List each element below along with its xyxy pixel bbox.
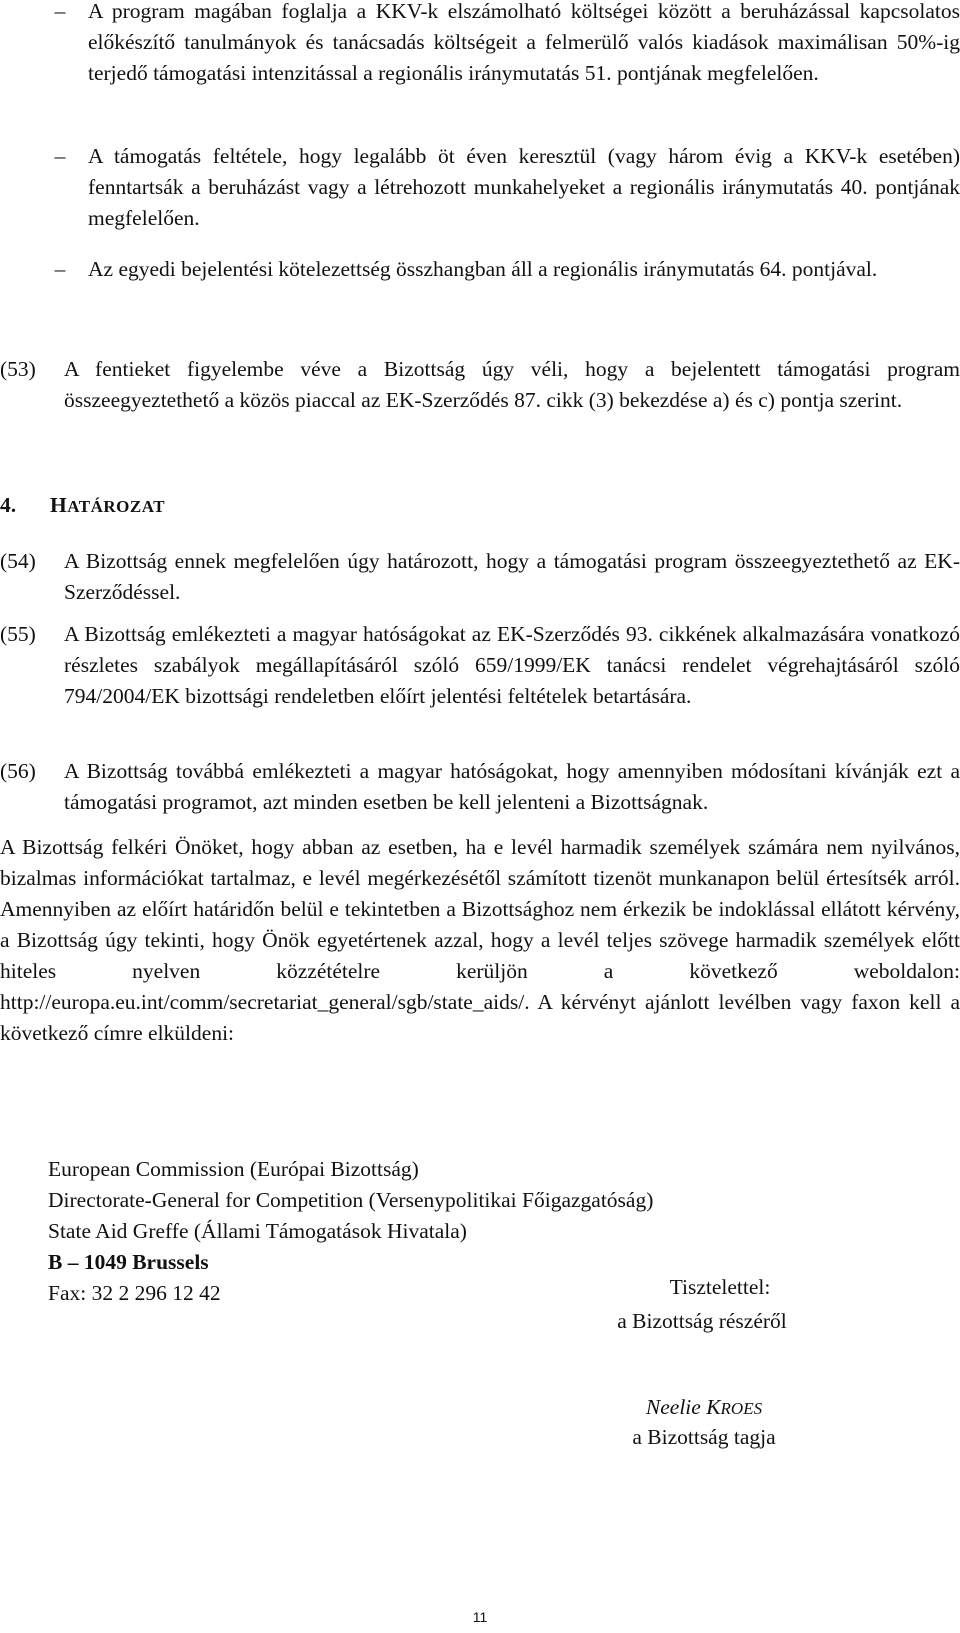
- point-number: (53): [0, 357, 36, 381]
- point-text: A fentieket figyelembe véve a Bizottság úgy véli, hogy a bejelentett támogatási program összeegyeztethető a közös piaccal az EK-Szerződés 87. cikk (3) bekezdése a) és c) pontja szerint.: [64, 357, 960, 412]
- section-title: HATÁROZAT: [50, 493, 166, 517]
- body-paragraph: A Bizottság felkéri Önöket, hogy abban az esetben, ha e levél harmadik személyek számára nem nyilvános, bizalmas információkat tartalmaz, e levél megérkezésétől számított tizenöt munkanapon belül értesítsék arról. Amennyiben az előírt határidőn belül e tekintetben a Bizottsághoz nem érkezik be indoklással ellátott kérvény, a Bizottság úgy tekinti, hogy Önök egyetértenek azzal, hogy a levél teljes szövege harmadik személyek előtt hiteles nyelven közzétételre kerüljön a következő weboldalon: http://europa.eu.int/comm/secretariat_general/sgb/state_aids/. A kérvényt ajánlott levélben vagy faxon kell a következő címre elküldeni:: [0, 835, 960, 1045]
- signer-name: Neelie KROES: [645, 1395, 763, 1419]
- dash-marker: –: [54, 0, 66, 23]
- greeting: Tisztelettel:: [669, 1275, 771, 1299]
- bullet-text: A program magában foglalja a KKV-k elszámolható költségei között a beruházással kapcsolatos előkészítő tanulmányok és tanácsadás költségeit a felmerülő valós kiadások maximálisan 50%-ig terjedő támogatási intenzitással a regionális iránymutatás 51. pontjának megfelelően.: [88, 0, 960, 85]
- point-text: A Bizottság továbbá emlékezteti a magyar hatóságokat, hogy amennyiben módosítani kívánják ezt a támogatási programot, azt minden esetben be kell jelenteni a Bizottságnak.: [64, 759, 960, 814]
- address-line: State Aid Greffe (Állami Támogatások Hivatala): [48, 1219, 467, 1243]
- bullet-text: A támogatás feltétele, hogy legalább öt éven keresztül (vagy három évig a KKV-k esetében) fenntartsák a beruházást vagy a létrehozott munkahelyeket a regionális iránymutatás 40. pontjának megfelelően.: [88, 144, 960, 230]
- section-number: 4.: [0, 493, 17, 517]
- address-line: Fax: 32 2 296 12 42: [48, 1281, 221, 1305]
- signer-role: a Bizottság tagja: [632, 1425, 776, 1449]
- dash-marker: –: [54, 144, 66, 168]
- point-number: (56): [0, 759, 36, 783]
- address-line: Directorate-General for Competition (Versenypolitikai Főigazgatóság): [48, 1188, 654, 1212]
- dash-marker: –: [54, 257, 66, 281]
- address-line: European Commission (Európai Bizottság): [48, 1157, 419, 1181]
- point-number: (55): [0, 622, 36, 646]
- address-line: B – 1049 Brussels: [48, 1250, 209, 1274]
- on-behalf: a Bizottság részéről: [617, 1309, 787, 1333]
- point-number: (54): [0, 549, 36, 573]
- page-number: 11: [472, 1609, 488, 1625]
- section-heading: [0, 490, 165, 522]
- point-text: A Bizottság emlékezteti a magyar hatóságokat az EK-Szerződés 93. cikkének alkalmazására vonatkozó részletes szabályok megállapításáról szóló 659/1999/EK tanácsi rendelet végrehajtásáról szóló 794/2004/EK bizottsági rendeletben előírt jelentési feltételek betartására.: [64, 622, 960, 708]
- bullet-text: Az egyedi bejelentési kötelezettség összhangban áll a regionális iránymutatás 64. pontjával.: [88, 257, 878, 281]
- point-text: A Bizottság ennek megfelelően úgy határozott, hogy a támogatási program összeegyeztethető az EK-Szerződéssel.: [64, 549, 960, 604]
